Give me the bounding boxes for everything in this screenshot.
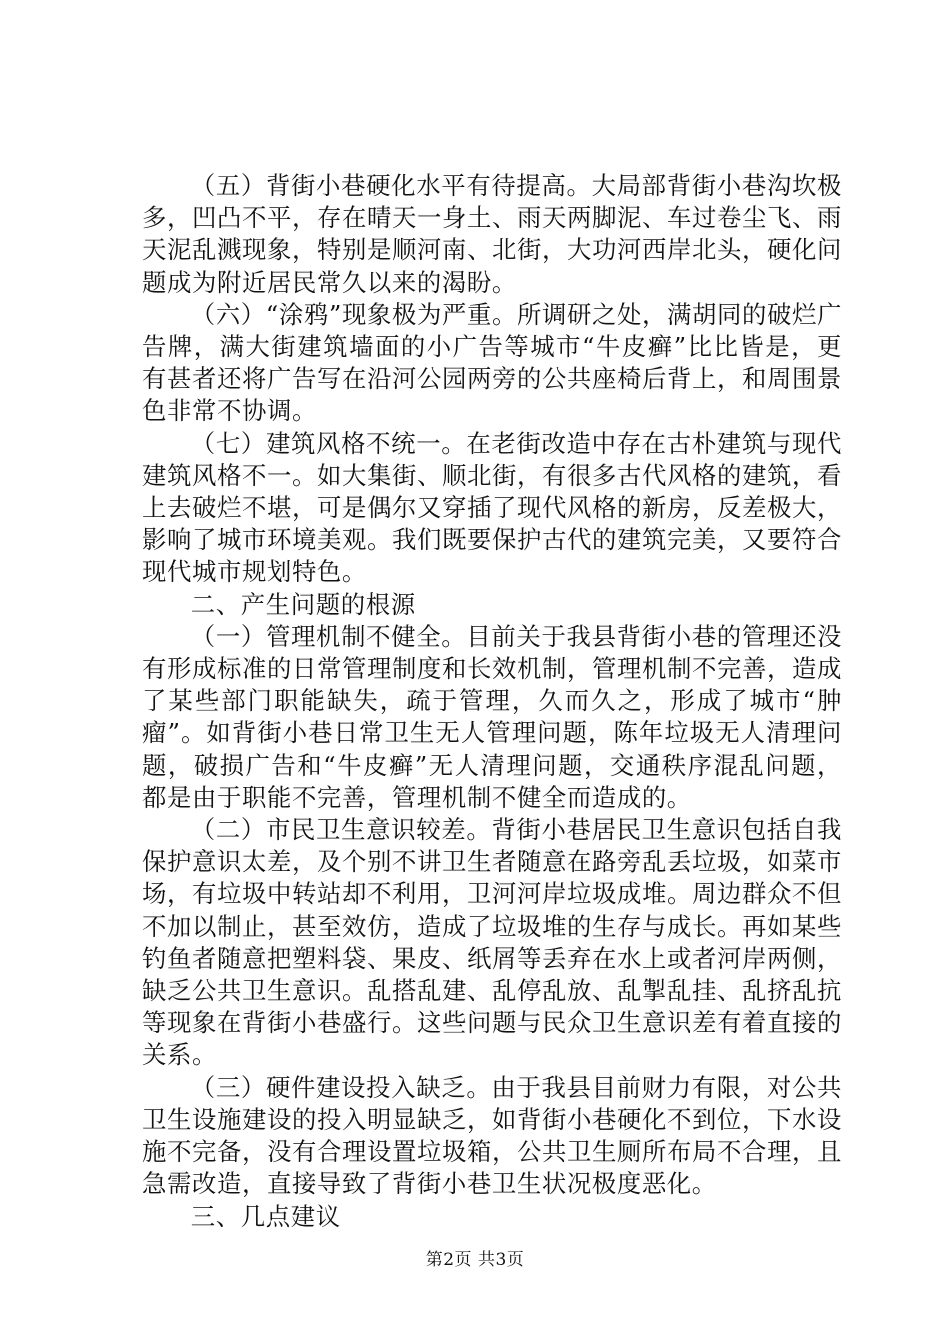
paragraph-5-hardening: （五）背街小巷硬化水平有待提高。大局部背街小巷沟坎极多，凹凸不平，存在晴天一身土、雨天两脚泥、车过卷尘飞、雨天泥乱溅现象，特别是顺河南、北街，大功河西岸北头，硬化问题成为附近居民常久以来的渴盼。 [142, 171, 842, 297]
paragraph-3-infrastructure: （三）硬件建设投入缺乏。由于我县目前财力有限，对公共卫生设施建设的投入明显缺乏，如背街小巷硬化不到位，下水设施不完备，没有合理设置垃圾箱，公共卫生厕所布局不合理，且急需改造，直接导致了背街小巷卫生状况极度恶化。 [142, 1072, 842, 1199]
paragraph-6-graffiti: （六）“涂鸦”现象极为严重。所调研之处，满胡同的破烂广告牌，满大街建筑墙面的小广告等城市“牛皮癣”比比皆是，更有甚者还将广告写在沿河公园两旁的公共座椅后背上，和周围景色非常不协调。 [142, 299, 842, 426]
section-heading-root-causes: 二、产生问题的根源 [190, 589, 416, 619]
document-body [142, 170, 842, 1233]
section-heading-suggestions: 三、几点建议 [190, 1201, 341, 1231]
paragraph-1-management: （一）管理机制不健全。目前关于我县背街小巷的管理还没有形成标准的日常管理制度和长效机制，管理机制不完善，造成了某些部门职能缺失，疏于管理，久而久之，形成了城市“肿瘤”。如背街小巷日常卫生无人管理问题，陈年垃圾无人清理问题，破损广告和“牛皮癣”无人清理问题，交通秩序混乱问题，都是由于职能不完善，管理机制不健全而造成的。 [142, 621, 842, 812]
page-number-footer: 第2页 共3页 [425, 1250, 525, 1270]
paragraph-7-architecture: （七）建筑风格不统一。在老街改造中存在古朴建筑与现代建筑风格不一。如大集街、顺北街，有很多古代风格的建筑，看上去破烂不堪，可是偶尔又穿插了现代风格的新房，反差极大，影响了城市环境美观。我们既要保护古代的建筑完美，又要符合现代城市规划特色。 [142, 428, 842, 587]
paragraph-2-hygiene-awareness: （二）市民卫生意识较差。背街小巷居民卫生意识包括自我保护意识太差，及个别不讲卫生者随意在路旁乱丢垃圾，如菜市场，有垃圾中转站却不利用，卫河河岸垃圾成堆。周边群众不但不加以制止，甚至效仿，造成了垃圾堆的生存与成长。再如某些钓鱼者随意把塑料袋、果皮、纸屑等丢弃在水上或者河岸两侧，缺乏公共卫生意识。乱搭乱建、乱停乱放、乱掣乱挂、乱挤乱抗等现象在背街小巷盛行。这些问题与民众卫生意识差有着直接的关系。 [142, 815, 842, 1070]
